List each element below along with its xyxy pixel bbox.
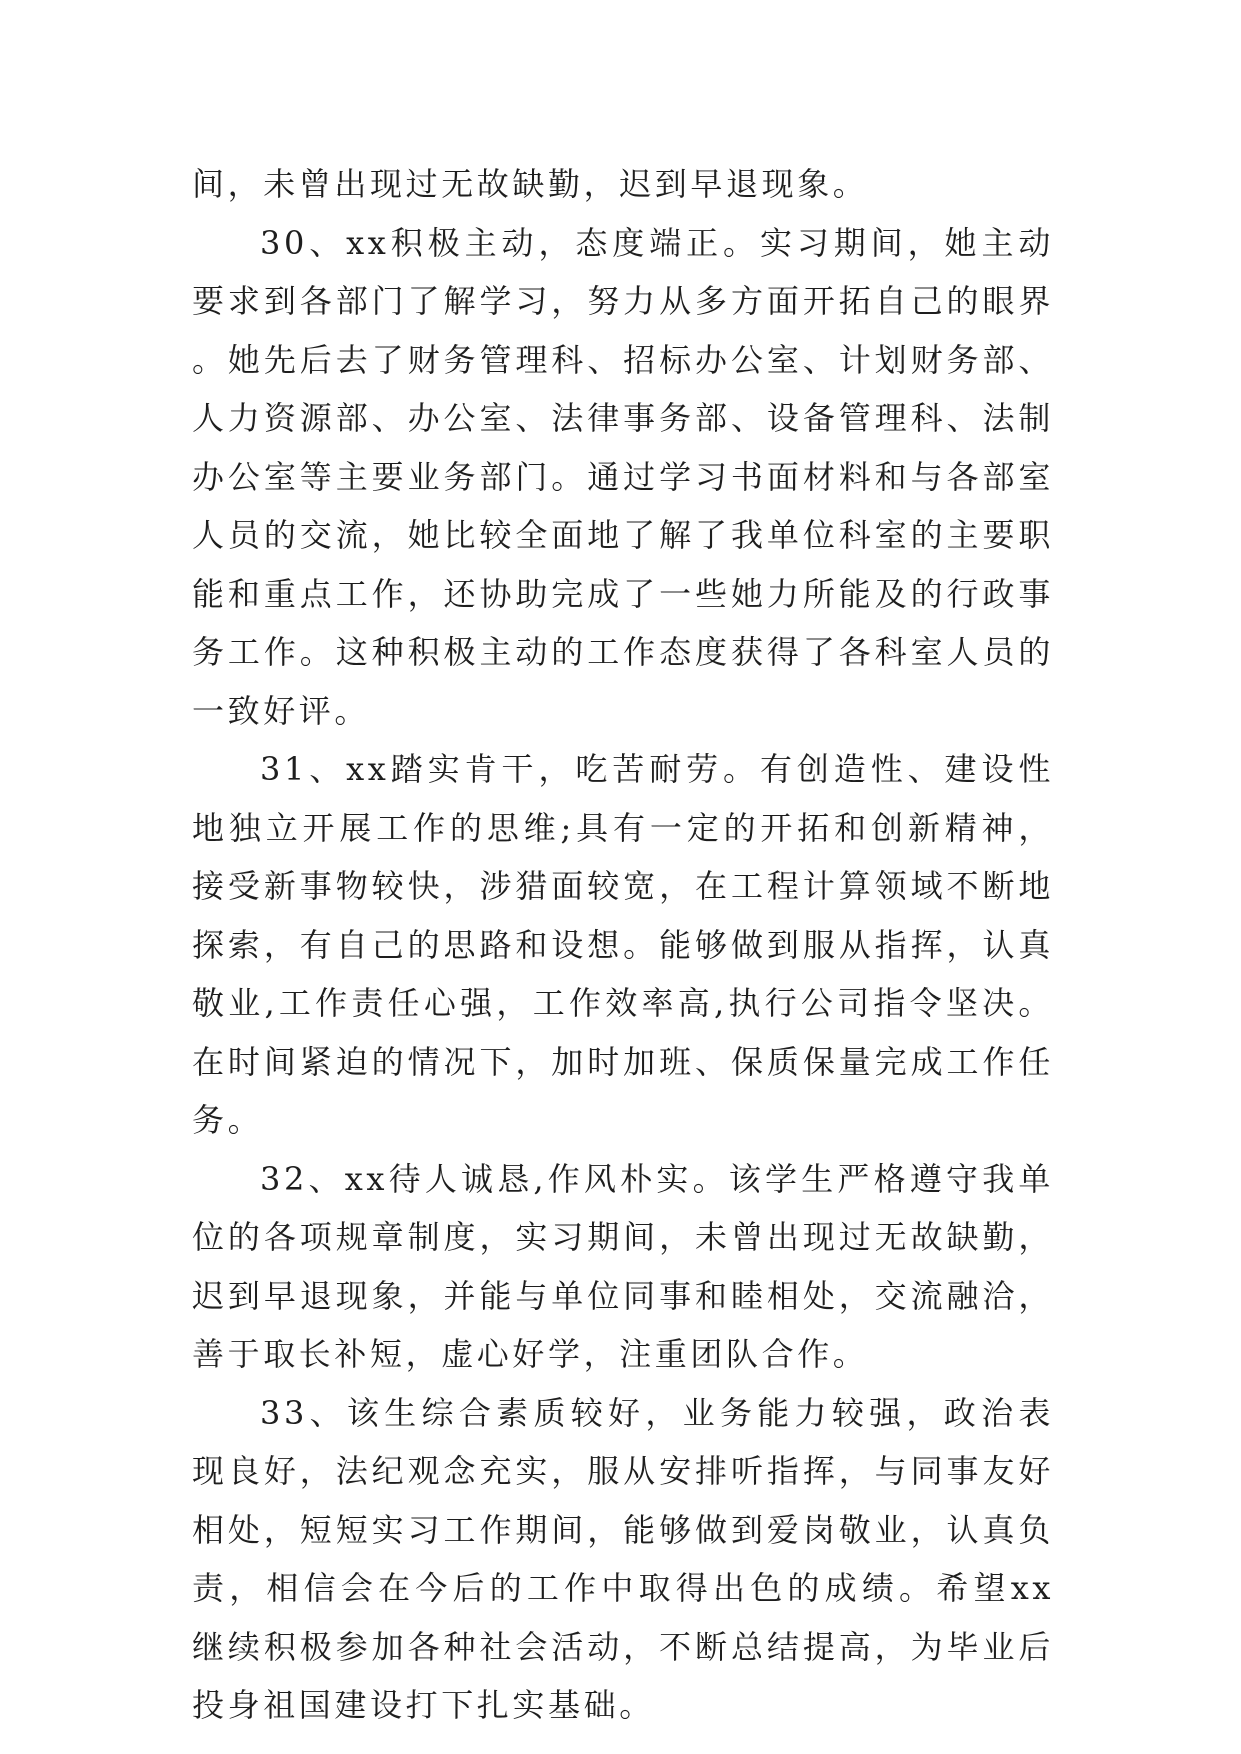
document-body xyxy=(192,155,1054,1735)
continued-paragraph: 间，未曾出现过无故缺勤，迟到早退现象。 xyxy=(192,165,869,203)
paragraph-33: 33、该生综合素质较好，业务能力较强，政治表现良好，法纪观念充实，服从安排听指挥，与同事友好相处，短短实习工作期间，能够做到爱岗敬业，认真负责，相信会在今后的工作中取得出色的成绩。希望xx继续积极参加各种社会活动，不断总结提高，为毕业后投身祖国建设打下扎实基础。 xyxy=(192,1393,1054,1724)
paragraph-30: 30、xx积极主动，态度端正。实习期间，她主动要求到各部门了解学习，努力从多方面开拓自己的眼界。她先后去了财务管理科、招标办公室、计划财务部、人力资源部、办公室、法律事务部、设备管理科、法制办公室等主要业务部门。通过学习书面材料和与各部室人员的交流，她比较全面地了解了我单位科室的主要职能和重点工作，还协助完成了一些她力所能及的行政事务工作。这种积极主动的工作态度获得了各科室人员的一致好评。 xyxy=(192,223,1054,730)
paragraph-31: 31、xx踏实肯干，吃苦耐劳。有创造性、建设性地独立开展工作的思维;具有一定的开拓和创新精神，接受新事物较快，涉猎面较宽，在工程计算领域不断地探索，有自己的思路和设想。能够做到服从指挥，认真敬业,工作责任心强，工作效率高,执行公司指令坚决。在时间紧迫的情况下，加时加班、保质保量完成工作任务。 xyxy=(192,750,1054,1139)
paragraph-32: 32、xx待人诚恳,作风朴实。该学生严格遵守我单位的各项规章制度，实习期间，未曾出现过无故缺勤，迟到早退现象，并能与单位同事和睦相处，交流融洽，善于取长补短，虚心好学，注重团队合作。 xyxy=(192,1159,1054,1373)
